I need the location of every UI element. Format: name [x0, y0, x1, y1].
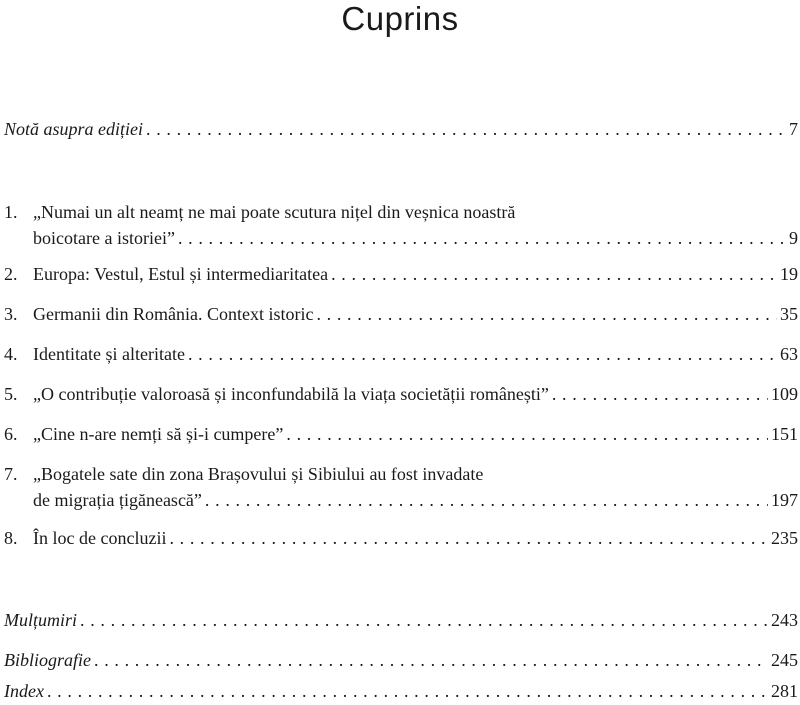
- toc-entry-bibliografie[interactable]: [4, 647, 798, 673]
- toc-entry-page: 151: [771, 424, 798, 444]
- chapter-number: 4.: [4, 344, 18, 364]
- toc-entry-page: 281: [771, 681, 798, 701]
- chapter-number: 8.: [4, 528, 18, 548]
- toc-entry-label: Bibliografie: [4, 650, 91, 670]
- toc-entry-page: 7: [789, 119, 798, 139]
- toc-entry-chapter-1[interactable]: [4, 199, 798, 251]
- toc-entry-label: „Numai un alt neamț ne mai poate scutura nițel din veșnica noastră: [33, 202, 516, 222]
- dot-leader: [47, 678, 768, 704]
- toc-entry-page: 19: [780, 264, 798, 284]
- toc-entry-label: Germanii din România. Context istoric: [33, 304, 314, 324]
- toc-entry-nota[interactable]: [4, 116, 798, 142]
- toc-entry-label: Mulțumiri: [4, 610, 78, 630]
- toc-entry-chapter-3[interactable]: [4, 301, 798, 327]
- chapter-number: 5.: [4, 384, 18, 404]
- toc-entry-label: Index: [4, 681, 44, 701]
- chapter-number: 6.: [4, 424, 18, 444]
- toc-entry-label: Notă asupra ediției: [4, 119, 143, 139]
- dot-leader: [80, 607, 768, 633]
- dot-leader: [205, 487, 768, 513]
- toc-entry-label: boicotare a istoriei”: [33, 228, 175, 248]
- dot-leader: [94, 647, 768, 673]
- chapter-number: 2.: [4, 264, 18, 284]
- toc-entry-label: Europa: Vestul, Estul și intermediaritatea: [33, 264, 329, 284]
- toc-entry-chapter-6[interactable]: [4, 421, 798, 447]
- page-title: Cuprins: [341, 0, 459, 37]
- toc-entry-label: „Cine n-are nemți să și-i cumpere”: [33, 424, 284, 444]
- toc-entry-page: 245: [771, 650, 798, 670]
- toc-entry-page: 243: [771, 610, 798, 630]
- toc-entry-page: 35: [780, 304, 798, 324]
- toc-entry-multumiri[interactable]: [4, 607, 798, 633]
- toc-entry-chapter-8[interactable]: [4, 525, 798, 551]
- toc-entry-page: 9: [789, 228, 798, 248]
- dot-leader: [178, 225, 786, 251]
- toc-entry-index[interactable]: [4, 678, 798, 704]
- toc-entry-chapter-2[interactable]: [4, 261, 798, 287]
- toc-entry-page: 109: [771, 384, 798, 404]
- toc-entry-chapter-5[interactable]: [4, 381, 798, 407]
- dot-leader: [188, 341, 777, 367]
- toc-entry-label: „Bogatele sate din zona Brașovului și Sibiului au fost invadate: [33, 464, 484, 484]
- toc-entry-label: de migrația țigănească”: [33, 490, 202, 510]
- chapter-number: 1.: [4, 202, 18, 222]
- dot-leader: [552, 381, 768, 407]
- dot-leader: [169, 525, 768, 551]
- toc-entry-label: „O contribuție valoroasă și inconfundabilă la viața societății românești”: [33, 384, 549, 404]
- chapter-number: 3.: [4, 304, 18, 324]
- toc-entry-page: 63: [780, 344, 798, 364]
- toc-entry-label: Identitate și alteritate: [33, 344, 185, 364]
- chapter-number: 7.: [4, 464, 18, 484]
- toc-entry-label: În loc de concluzii: [33, 528, 167, 548]
- dot-leader: [286, 421, 768, 447]
- toc-entry-page: 235: [771, 528, 798, 548]
- toc-entry-chapter-4[interactable]: [4, 341, 798, 367]
- toc-entry-chapter-7[interactable]: [4, 461, 798, 513]
- dot-leader: [146, 116, 786, 142]
- dot-leader: [331, 261, 777, 287]
- toc-entry-page: 197: [771, 490, 798, 510]
- dot-leader: [316, 301, 777, 327]
